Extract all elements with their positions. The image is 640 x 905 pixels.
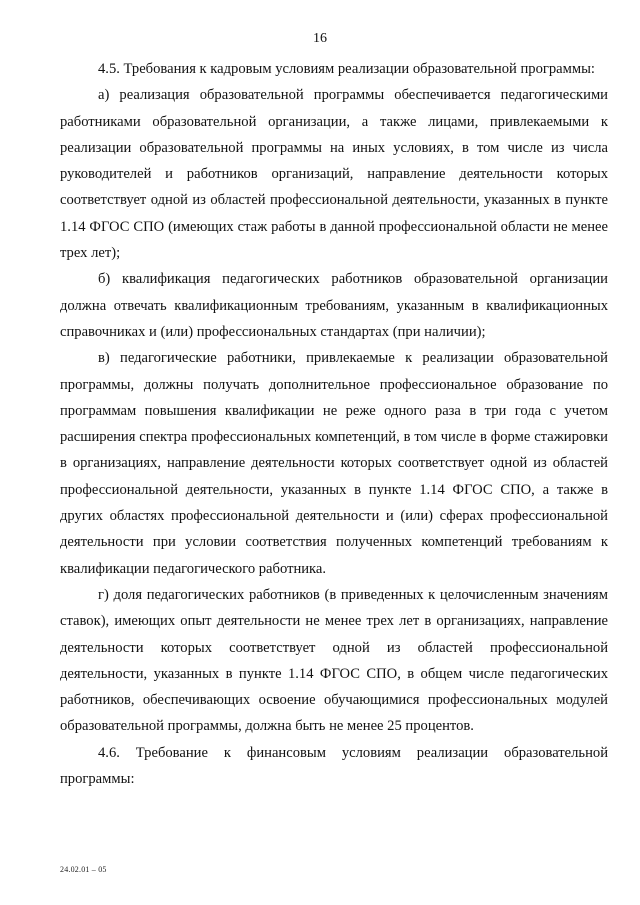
paragraph-4-5-heading: 4.5. Требования к кадровым условиям реализации образовательной программы: — [98, 61, 595, 77]
paragraph-b: б) квалификация педагогических работников образовательной организации должна отвечать квалификационным требованиям, указанным в квалификационных справочниках и (или) профессиональных стандартах (при наличии); — [60, 271, 608, 340]
footer-document-code: 24.02.01 – 05 — [60, 865, 107, 874]
paragraph-g: г) доля педагогических работников (в приведенных к целочисленным значениям ставок), имеющих опыт деятельности не менее трех лет в организациях, направление деятельности которых соответствует одной из областей профессиональной деятельности, указанных в пункте 1.14 ФГОС СПО, в общем числе педагогических работников, обеспечивающих освоение обучающимися профессиональных модулей образовательной программы, должна быть не менее 25 процентов. — [60, 586, 608, 735]
paragraph-a: а) реализация образовательной программы обеспечивается педагогическими работниками образовательной организации, а также лицами, привлекаемыми к реализации образовательной программы на иных условиях, в том числе из числа руководителей и работников организаций, направление деятельности которых соответствует одной из областей профессиональной деятельности, указанных в пункте 1.14 ФГОС СПО (имеющих стаж работы в данной профессиональной области не менее трех лет); — [60, 87, 608, 262]
document-body — [60, 56, 608, 792]
page-number: 16 — [313, 31, 327, 46]
paragraph-v: в) педагогические работники, привлекаемые к реализации образовательной программы, должны получать дополнительное профессиональное образование по программам повышения квалификации не реже одного раза в три года с учетом расширения спектра профессиональных компетенций, в том числе в форме стажировки в организациях, направление деятельности которых соответствует одной из областей профессиональной деятельности, указанных в пункте 1.14 ФГОС СПО, а также в других областях профессиональной деятельности и (или) сферах профессиональной деятельности при условии соответствия полученных компетенций требованиям к квалификации педагогического работника. — [60, 350, 608, 577]
paragraph-4-6-heading: 4.6. Требование к финансовым условиям реализации образовательной программы: — [60, 744, 608, 788]
